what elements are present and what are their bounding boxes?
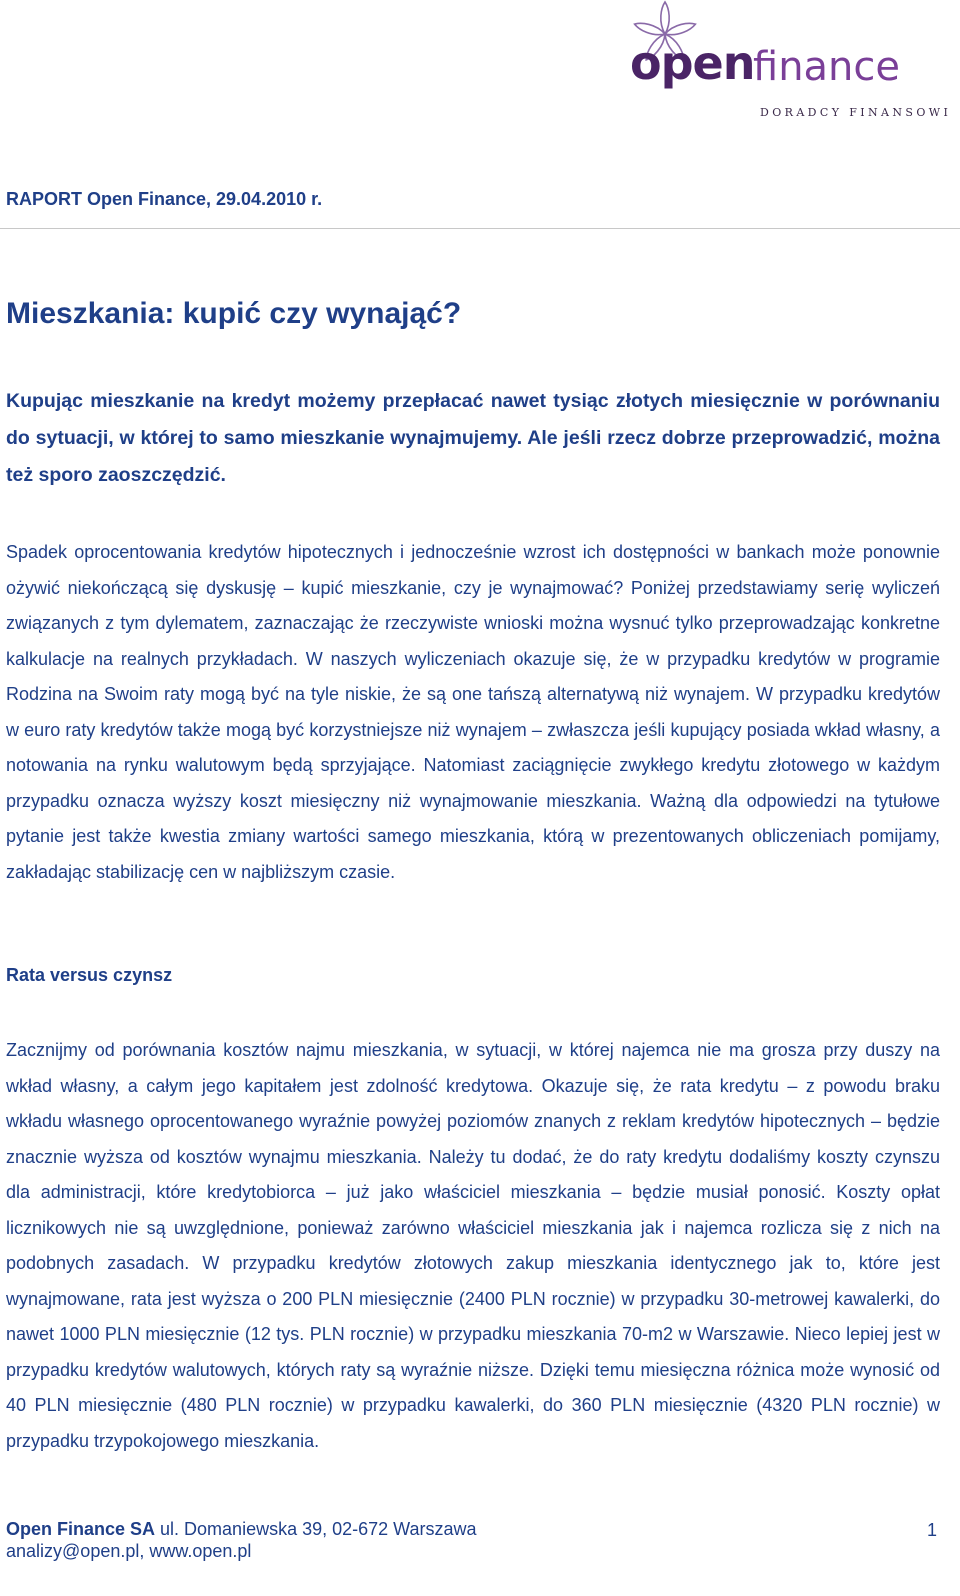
- open-finance-logo: [630, 0, 960, 130]
- body-paragraph-2: Zacznijmy od porównania kosztów najmu mieszkania, w sytuacji, w której najemca nie ma grosza przy duszy na wkład własny, a całym jego kapitałem jest zdolność kredytowa. Okazuje się, że rata kredytu – z powodu braku wkładu własnego oprocentowanego wyraźnie powyżej poziomów znanych z reklam kredytów hipotecznych – będzie znacznie wyższa od kosztów wynajmu mieszkania. Należy tu dodać, że do raty kredytu dodaliśmy koszty czynszu dla administracji, które kredytobiorca – już jako właściciel mieszkania – będzie musiał ponosić. Koszty opłat licznikowych nie są uwzględnione, ponieważ zarówno właściciel mieszkania jak i najemca rozlicza się z nich na podobnych zasadach. W przypadku kredytów złotowych zakup mieszkania identycznego jak to, które jest wynajmowane, rata jest wyższa o 200 PLN miesięcznie (2400 PLN rocznie) w przypadku 30-metrowej kawalerki, do nawet 1000 PLN miesięcznie (12 tys. PLN rocznie) w przypadku mieszkania 70-m2 w Warszawie. Nieco lepiej jest w przypadku kredytów walutowych, których raty są wyraźnie niższe. Dzięki temu miesięczna różnica może wynosić od 40 PLN miesięcznie (480 PLN rocznie) w przypadku kawalerki, do 360 PLN miesięcznie (4320 PLN rocznie) w przypadku trzypokojowego mieszkania.: [6, 1040, 940, 1451]
- logo-finance-text: finance: [753, 44, 901, 90]
- logo-open-text: open: [630, 36, 755, 90]
- report-header: RAPORT Open Finance, 29.04.2010 r.: [6, 189, 323, 209]
- body-paragraph-1: Spadek oprocentowania kredytów hipotecznych i jednocześnie wzrost ich dostępności w bankach może ponownie ożywić niekończącą się dyskusję – kupić mieszkanie, czy je wynajmować? Poniżej przedstawiamy serię wyliczeń związanych z tym dylematem, zaznaczając że rzeczywiste wnioski można wysnuć tylko przeprowadzając konkretne kalkulacje na realnych przykładach. W naszych wyliczeniach okazuje się, że w przypadku kredytów w programie Rodzina na Swoim raty mogą być na tyle niskie, że są one tańszą alternatywą niż wynajem. W przypadku kredytów w euro raty kredytów także mogą być korzystniejsze niż wynajem – zwłaszcza jeśli kupujący posiada wkład własny, a notowania na rynku walutowym będą sprzyjające. Natomiast zaciągnięcie zwykłego kredytu złotowego w każdym przypadku oznacza wyższy koszt miesięczny niż wynajmowanie mieszkania. Ważną dla odpowiedzi na tytułowe pytanie jest także kwestia zmiany wartości samego mieszkania, którą w prezentowanych obliczeniach pomijamy, zakładając stabilizację cen w najbliższym czasie.: [6, 542, 940, 882]
- page-title: Mieszkania: kupić czy wynająć?: [6, 297, 462, 330]
- footer-address-line: [6, 1518, 477, 1540]
- logo-tagline: DORADCY FINANSOWI: [760, 106, 952, 119]
- page-footer: [6, 1518, 477, 1562]
- page-number: 1: [927, 1520, 938, 1540]
- footer-contacts: analizy@open.pl, www.open.pl: [6, 1541, 252, 1561]
- header-divider: [0, 228, 960, 229]
- footer-address: ul. Domaniewska 39, 02-672 Warszawa: [155, 1519, 477, 1539]
- lead-paragraph: Kupując mieszkanie na kredyt możemy przepłacać nawet tysiąc złotych miesięcznie w porównaniu do sytuacji, w której to samo mieszkanie wynajmujemy. Ale jeśli rzecz dobrze przeprowadzić, można też sporo zaoszczędzić.: [6, 390, 940, 486]
- section-heading: Rata versus czynsz: [6, 965, 173, 985]
- footer-company: Open Finance SA: [6, 1519, 156, 1539]
